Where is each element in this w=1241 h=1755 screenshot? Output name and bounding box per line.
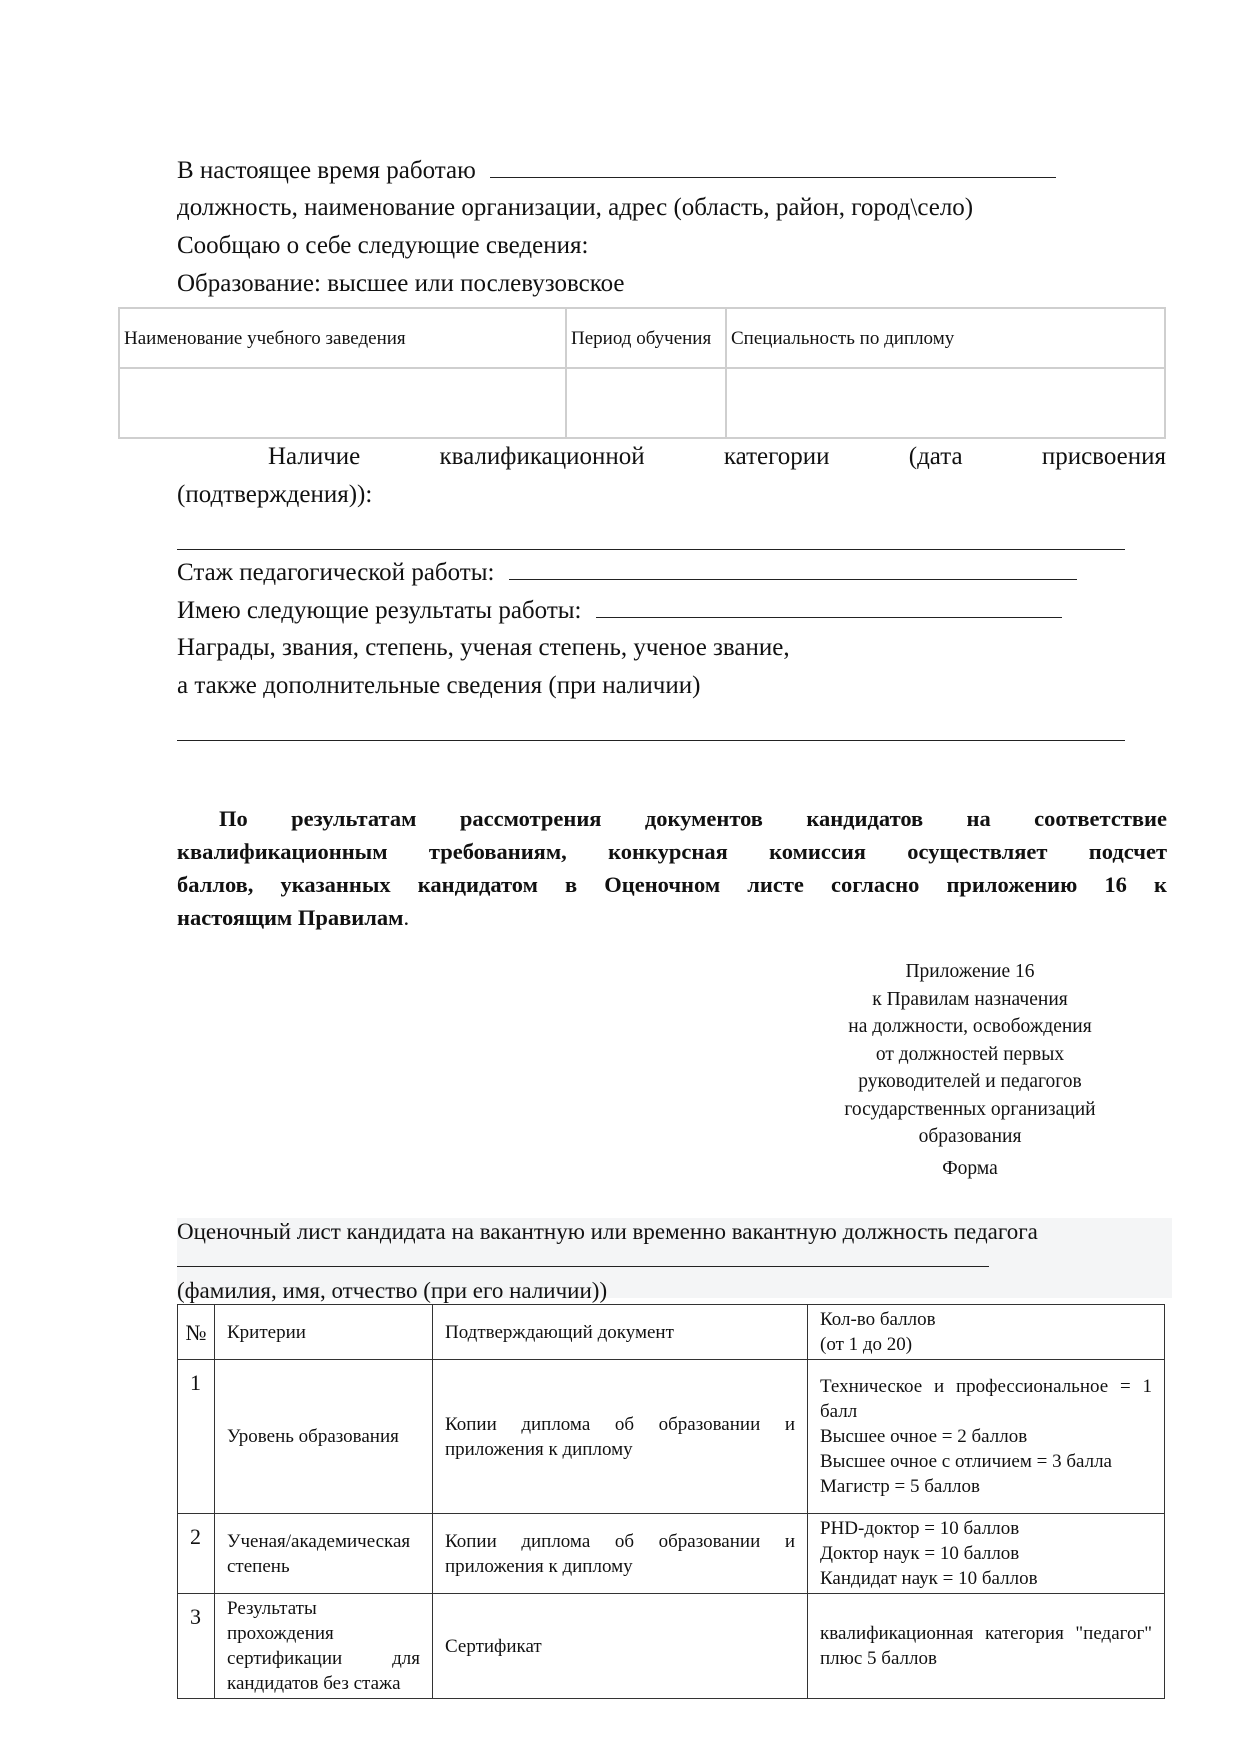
education-table [118,307,1166,439]
qualification-word-5: присвоения [1041,443,1166,470]
points-item: Высшее очное с отличием = 3 балла [820,1451,1112,1472]
experience-label: Стаж педагогической работы: [177,559,495,586]
appendix-line: от должностей первых [875,1043,1065,1065]
qualification-continuation: (подтверждения)): [177,481,373,508]
appendix-line: образования [918,1126,1022,1147]
commission-paragraph [177,802,1167,934]
period-cell[interactable] [566,368,726,438]
experience-line [177,557,1077,588]
qualification-line [268,442,1166,472]
points-item: Техническое и профессиональное = 1 балл [820,1376,1152,1422]
results-line [177,595,1062,626]
appendix-line: на должности, освобождения [848,1016,1092,1037]
institution-cell[interactable] [119,368,566,438]
row-points [808,1360,1165,1514]
table-row [178,1514,1165,1594]
awards-line-1: Награды, звания, степень, ученая степень, ученое звание, [177,634,790,661]
header-number: № [178,1305,215,1360]
row-points [808,1594,1165,1699]
appendix-line: руководителей и педагогов [858,1071,1082,1092]
candidate-name-blank[interactable] [177,1244,989,1267]
form-label: Форма [942,1157,998,1179]
header-points-line1: Кол-во баллов [820,1309,936,1330]
header-document: Подтверждающий документ [433,1305,808,1360]
row-number: 1 [178,1360,215,1514]
table-row [178,1360,1165,1514]
header-institution: Наименование учебного заведения [119,308,566,368]
row-number: 3 [178,1594,215,1699]
workplace-blank[interactable] [490,155,1056,178]
score-sheet-title: Оценочный лист кандидата на вакантную или временно вакантную должность педагога [177,1219,1038,1244]
results-label: Имею следующие результаты работы: [177,597,582,624]
specialty-cell[interactable] [726,368,1165,438]
paragraph-period: . [403,905,410,930]
working-now-label: В настоящее время работаю [177,157,476,184]
awards-blank[interactable] [177,718,1125,741]
qualification-word-4: (дата [908,443,963,470]
row-document: Копии диплома об образовании и приложения к диплому [433,1360,808,1514]
header-period: Период обучения [566,308,726,368]
appendix-line: к Правилам назначения [872,988,1068,1010]
points-item: квалификационная категория "педагог" плюс 5 баллов [820,1623,1152,1669]
header-points-line2: (от 1 до 20) [820,1334,913,1355]
qualification-word-2: квалификационной [439,443,645,470]
points-item: PHD-доктор = 10 баллов [820,1518,1020,1539]
position-hint: должность, наименование организации, адрес (область, район, город\село) [177,194,974,221]
score-table-header [178,1305,1165,1360]
education-label: Образование: высшее или послевузовское [177,270,625,297]
appendix-line: Приложение 16 [905,961,1035,982]
rules-reference: настоящим Правилам [177,905,404,930]
points-item: Высшее очное = 2 баллов [820,1426,1028,1447]
row-criteria: Ученая/академическая степень [215,1514,433,1594]
report-info: Сообщаю о себе следующие сведения: [177,232,589,259]
education-table-header [119,308,1165,368]
row-document: Копии диплома об образовании и приложения к диплому [433,1514,808,1594]
results-blank[interactable] [596,595,1062,618]
paragraph-line-2: квалификационным требованиям, конкурсная комиссия осуществляет подсчет [177,839,1167,864]
table-row [178,1594,1165,1699]
paragraph-line-4 [177,901,1167,934]
experience-blank[interactable] [509,557,1077,580]
paragraph-line-3: баллов, указанных кандидатом в Оценочном листе согласно приложению 16 к [177,872,1167,897]
working-now-line [177,155,1056,186]
header-specialty: Специальность по диплому [726,308,1165,368]
row-document: Сертификат [433,1594,808,1699]
header-criteria: Критерии [215,1305,433,1360]
points-item: Доктор наук = 10 баллов [820,1543,1020,1564]
score-table [177,1304,1165,1699]
row-number: 2 [178,1514,215,1594]
row-criteria: Результаты прохождения сертификации для кандидатов без стажа [215,1594,433,1699]
row-points [808,1514,1165,1594]
appendix-line: государственных организаций [844,1098,1096,1120]
qualification-word-1: Наличие [268,443,361,470]
appendix-note [830,958,1110,1182]
points-item: Магистр = 5 баллов [820,1476,980,1497]
points-item: Кандидат наук = 10 баллов [820,1568,1038,1589]
qualification-word-3: категории [723,443,830,470]
header-points [808,1305,1165,1360]
education-table-row [119,368,1165,438]
row-criteria: Уровень образования [215,1360,433,1514]
paragraph-line-1: По результатам рассмотрения документов кандидатов на соответствие [219,806,1167,831]
awards-line-2: а также дополнительные сведения (при наличии) [177,672,701,699]
qualification-blank[interactable] [177,527,1125,550]
candidate-name-hint: (фамилия, имя, отчество (при его наличии)) [177,1278,608,1303]
